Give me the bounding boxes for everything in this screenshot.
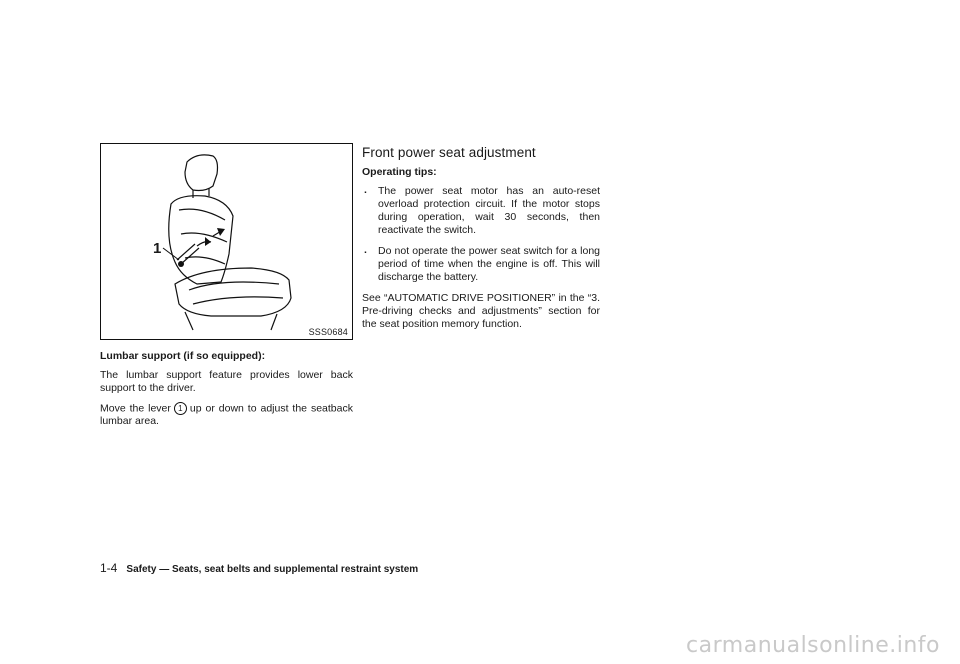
- left-column: [100, 350, 353, 435]
- lumbar-heading: Lumbar support (if so equipped):: [100, 350, 266, 362]
- lumbar-paragraph-1: The lumbar support feature provides lower back support to the driver.: [100, 369, 353, 394]
- watermark-text: carmanualsonline.info: [686, 633, 940, 658]
- operating-tips-heading: Operating tips:: [362, 166, 437, 178]
- lever-marker: 1: [174, 402, 187, 415]
- seat-drawing: [101, 144, 351, 338]
- bullet-text: Do not operate the power seat switch for a long period of time when the engine is off. This will discharge the battery.: [378, 245, 600, 283]
- bullet-marker: .: [364, 244, 367, 256]
- lumbar-text-after: up or down to adjust the seatback lumbar area.: [100, 402, 353, 428]
- lumbar-paragraph-2: [100, 402, 353, 428]
- bullet-item: [362, 245, 600, 284]
- right-column: [362, 145, 600, 338]
- section-title: Front power seat adjustment: [362, 145, 536, 160]
- page-number: 1-4: [100, 561, 118, 575]
- bullet-marker: .: [364, 184, 367, 196]
- see-reference-paragraph: See “AUTOMATIC DRIVE POSITIONER” in the “3. Pre-driving checks and adjustments” section for the seat position memory function.: [362, 292, 600, 330]
- figure-code: SSS0684: [308, 327, 348, 337]
- bullet-text: The power seat motor has an auto-reset overload protection circuit. If the motor stops during operation, wait 30 seconds, then reactivate the switch.: [378, 185, 600, 236]
- bullet-item: [362, 185, 600, 237]
- footer-title: Safety — Seats, seat belts and supplemental restraint system: [126, 564, 419, 575]
- lumbar-text-before: Move the lever: [100, 402, 171, 415]
- seat-illustration: [100, 143, 353, 340]
- callout-number: 1: [153, 240, 162, 257]
- page-footer: [100, 561, 418, 575]
